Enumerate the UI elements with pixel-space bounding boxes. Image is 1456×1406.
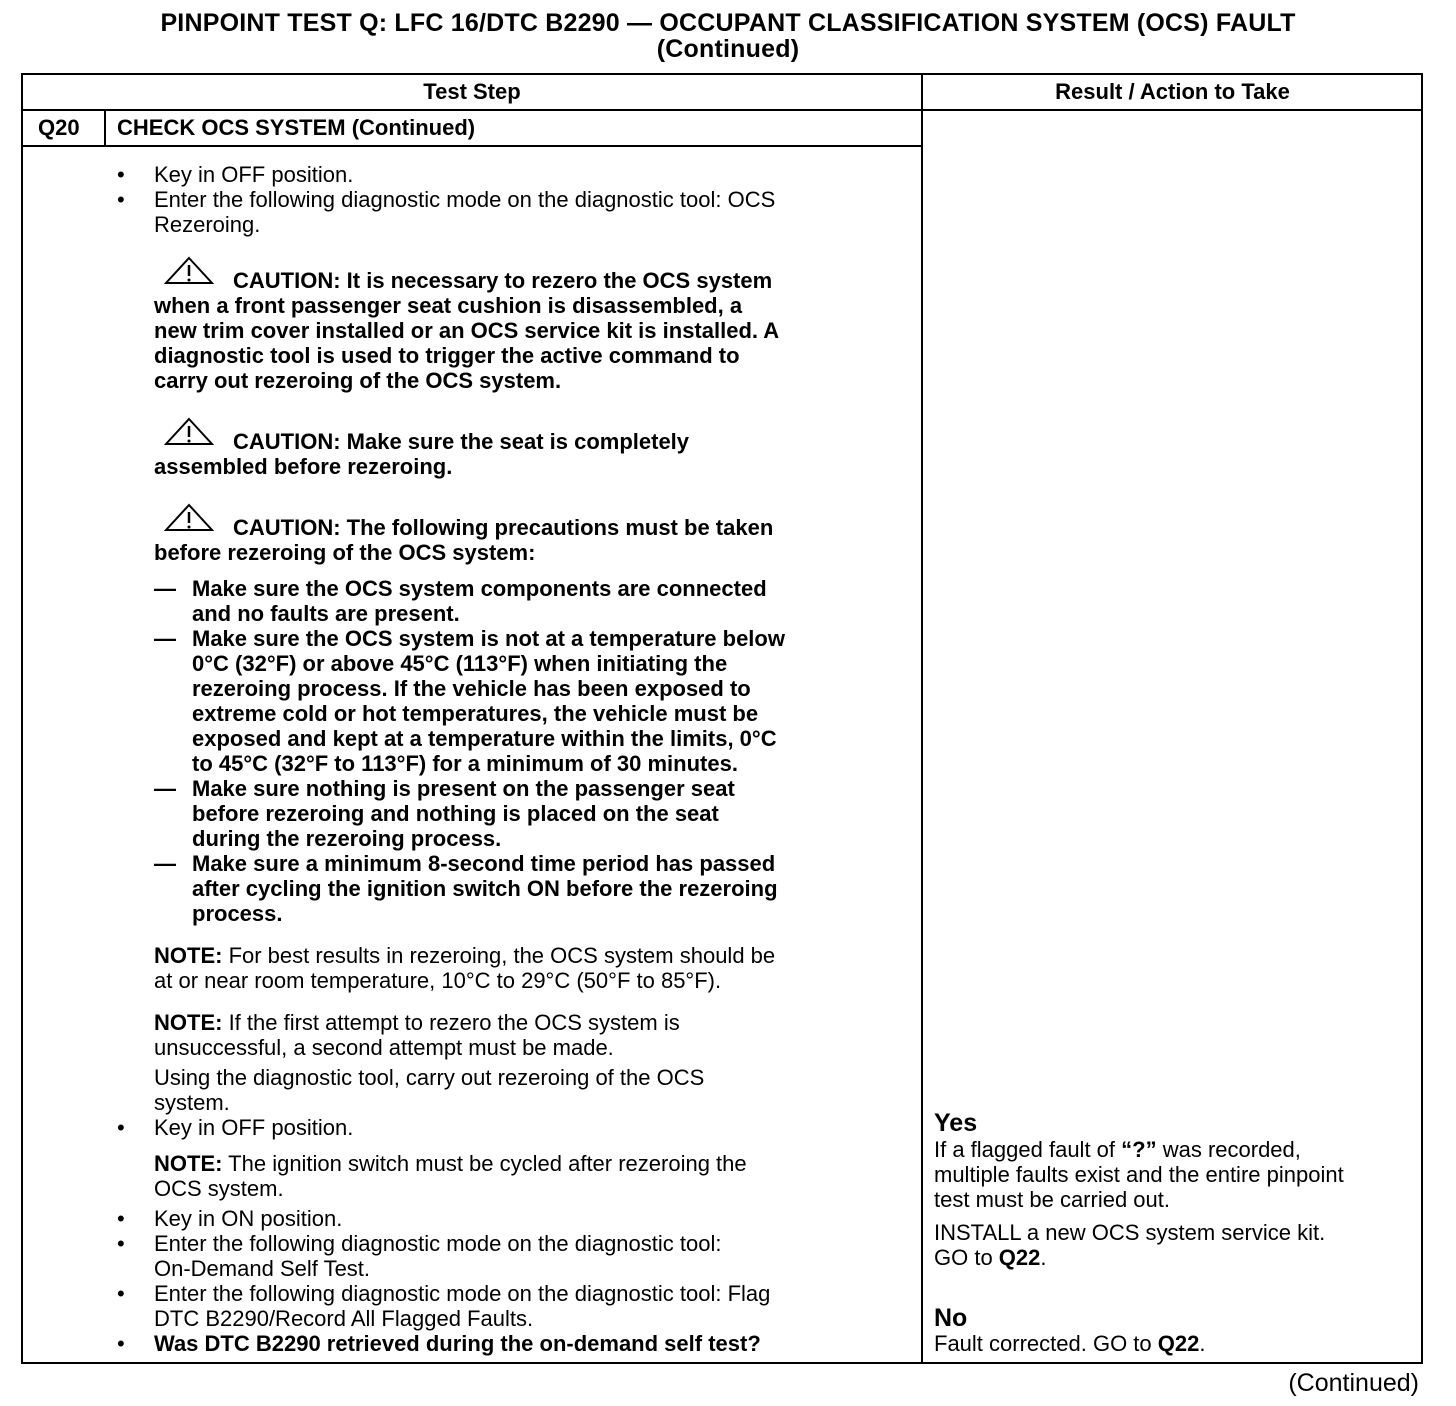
dash-icon: — — [154, 776, 176, 801]
header-divider — [21, 109, 1423, 111]
step-text: Enter the following diagnostic mode on the diagnostic tool: OCS — [154, 187, 776, 212]
precaution-text: Make sure a minimum 8-second time period has passed — [192, 851, 776, 876]
dash-icon: — — [154, 576, 176, 601]
flag-symbol: “?” — [1121, 1137, 1157, 1162]
step-text: Key in OFF position. — [154, 1115, 354, 1140]
precaution-text: 0°C (32°F) or above 45°C (113°F) when initiating the — [192, 651, 728, 676]
step-text: Enter the following diagnostic mode on the diagnostic tool: — [154, 1231, 722, 1256]
note-label: NOTE: — [154, 943, 223, 968]
step-title: CHECK OCS SYSTEM (Continued) — [117, 115, 476, 140]
bullet-icon: • — [117, 187, 125, 212]
continued-footer: (Continued) — [1288, 1369, 1419, 1397]
step-text: Key in ON position. — [154, 1206, 343, 1231]
step-divider — [21, 145, 922, 147]
bullet-icon: • — [117, 1231, 125, 1256]
goto-end: . — [1040, 1245, 1047, 1270]
install-text: INSTALL a new OCS system service kit. — [934, 1220, 1326, 1245]
precaution-text: and no faults are present. — [192, 601, 460, 626]
warning-triangle-icon — [164, 256, 214, 286]
goto-ref: Q22 — [1157, 1331, 1200, 1356]
yes-text: multiple faults exist and the entire pinpoint — [934, 1162, 1344, 1187]
precaution-text: before rezeroing and nothing is placed on the seat — [192, 801, 719, 826]
page-subtitle: (Continued) — [656, 35, 800, 63]
dash-icon: — — [154, 626, 176, 651]
dash-icon: — — [154, 851, 176, 876]
precaution-text: Make sure the OCS system is not at a temperature below — [192, 626, 785, 651]
goto-ref: Q22 — [998, 1245, 1041, 1270]
caution-text: diagnostic tool is used to trigger the active command to — [154, 343, 740, 368]
no-end: . — [1199, 1331, 1206, 1356]
note-1 — [154, 943, 775, 968]
step-text: Enter the following diagnostic mode on the diagnostic tool: Flag — [154, 1281, 771, 1306]
step-id-divider — [104, 109, 106, 146]
step-text: On-Demand Self Test. — [154, 1256, 371, 1281]
bullet-icon: • — [117, 1331, 125, 1356]
caution-text: new trim cover installed or an OCS service kit is installed. A — [154, 318, 780, 343]
note-3 — [154, 1151, 747, 1176]
caution-text: CAUTION: It is necessary to rezero the OCS system — [233, 268, 773, 293]
caution-text: when a front passenger seat cushion is disassembled, a — [154, 293, 743, 318]
caution-text: carry out rezeroing of the OCS system. — [154, 368, 562, 393]
bullet-icon: • — [117, 1206, 125, 1231]
yes-text-part: was recorded, — [1156, 1137, 1301, 1162]
caution-text: CAUTION: Make sure the seat is completely — [233, 429, 690, 454]
step-text: DTC B2290/Record All Flagged Faults. — [154, 1306, 534, 1331]
note-text: OCS system. — [154, 1176, 284, 1201]
no-label: No — [934, 1304, 968, 1332]
bullet-icon: • — [117, 1115, 125, 1140]
caution-text: assembled before rezeroing. — [154, 454, 453, 479]
yes-text-part: If a flagged fault of — [934, 1137, 1122, 1162]
step-text: system. — [154, 1090, 230, 1115]
step-text: Rezeroing. — [154, 212, 261, 237]
note-text: If the first attempt to rezero the OCS system is — [222, 1010, 680, 1035]
column-divider — [921, 73, 923, 1364]
note-label: NOTE: — [154, 1151, 223, 1176]
precaution-text: to 45°C (32°F to 113°F) for a minimum of 30 minutes. — [192, 751, 738, 776]
note-label: NOTE: — [154, 1010, 223, 1035]
no-text-part: Fault corrected. GO to — [934, 1331, 1158, 1356]
bullet-icon: • — [117, 162, 125, 187]
goto-label: GO to — [934, 1245, 999, 1270]
warning-triangle-icon — [164, 417, 214, 447]
precaution-text: exposed and kept at a temperature within the limits, 0°C — [192, 726, 777, 751]
precaution-text: Make sure nothing is present on the passenger seat — [192, 776, 735, 801]
header-test-step: Test Step — [423, 79, 521, 104]
note-2 — [154, 1010, 680, 1035]
goto-text — [934, 1245, 1047, 1270]
yes-label: Yes — [934, 1109, 978, 1137]
note-text: For best results in rezeroing, the OCS system should be — [222, 943, 776, 968]
header-result: Result / Action to Take — [1055, 79, 1290, 104]
precaution-text: extreme cold or hot temperatures, the vehicle must be — [192, 701, 759, 726]
note-text: The ignition switch must be cycled after rezeroing the — [222, 1151, 747, 1176]
page-title: PINPOINT TEST Q: LFC 16/DTC B2290 — OCCUPANT CLASSIFICATION SYSTEM (OCS) FAULT — [160, 9, 1296, 37]
note-text: unsuccessful, a second attempt must be made. — [154, 1035, 614, 1060]
step-id: Q20 — [38, 115, 80, 140]
warning-triangle-icon — [164, 503, 214, 533]
precaution-text: during the rezeroing process. — [192, 826, 502, 851]
yes-text: test must be carried out. — [934, 1187, 1170, 1212]
caution-text: CAUTION: The following precautions must be taken — [233, 515, 774, 540]
step-text: Using the diagnostic tool, carry out rezeroing of the OCS — [154, 1065, 705, 1090]
caution-text: before rezeroing of the OCS system: — [154, 540, 536, 565]
yes-text — [934, 1137, 1301, 1162]
precaution-text: process. — [192, 901, 283, 926]
no-text — [934, 1331, 1205, 1356]
precaution-text: rezeroing process. If the vehicle has been exposed to — [192, 676, 751, 701]
precaution-text: Make sure the OCS system components are connected — [192, 576, 767, 601]
precaution-text: after cycling the ignition switch ON before the rezeroing — [192, 876, 778, 901]
note-text: at or near room temperature, 10°C to 29°C (50°F to 85°F). — [154, 968, 722, 993]
question-text: Was DTC B2290 retrieved during the on-demand self test? — [154, 1331, 761, 1356]
bullet-icon: • — [117, 1281, 125, 1306]
step-text: Key in OFF position. — [154, 162, 354, 187]
